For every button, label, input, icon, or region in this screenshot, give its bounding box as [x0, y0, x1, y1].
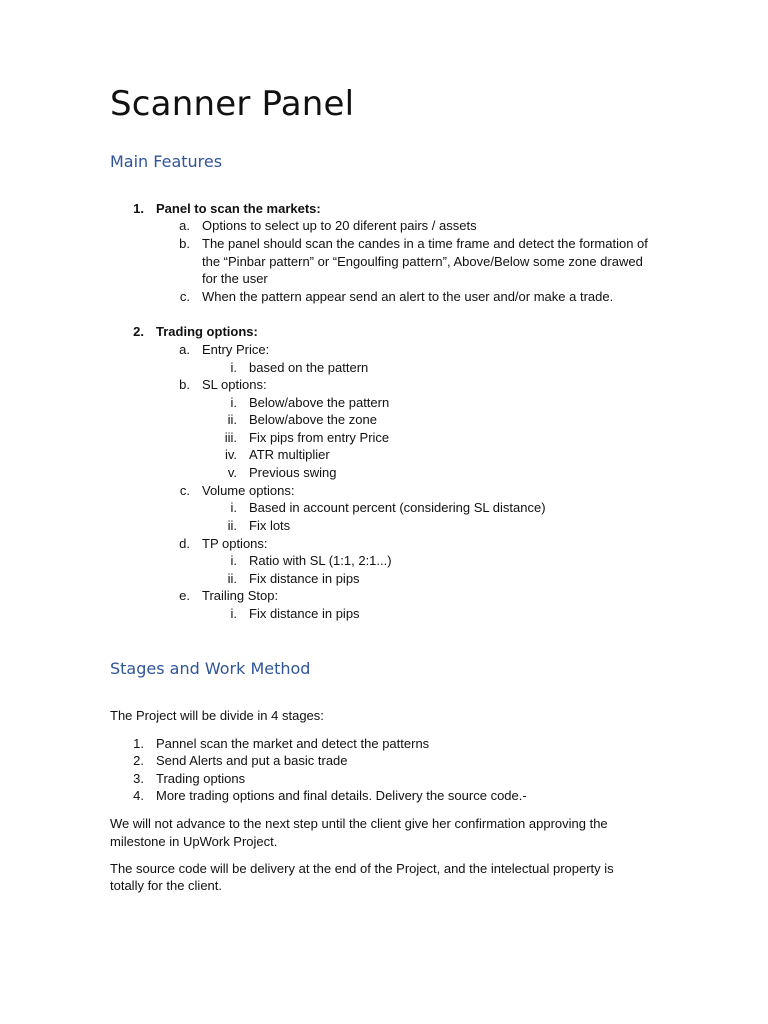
option-item: Previous swing [249, 465, 337, 480]
paragraph-line: totally for the client. [110, 878, 222, 893]
option-item: Fix distance in pips [249, 571, 360, 586]
sub-marker: a. [179, 342, 190, 357]
paragraph-line: We will not advance to the next step until the client give her confirmation approving the [110, 816, 608, 831]
sub-item-line: The panel should scan the candes in a time frame and detect the formation of [202, 236, 648, 251]
list-item-label: Trading options: [156, 324, 258, 339]
option-item: Based in account percent (considering SL distance) [249, 500, 546, 515]
option-item: based on the pattern [249, 360, 369, 375]
document-title: Scanner Panel [110, 84, 355, 124]
sub-item-line: for the user [202, 271, 268, 286]
list-item-label: Panel to scan the markets: [156, 201, 321, 216]
sub-marker: c. [179, 483, 190, 498]
list-number: 2. [133, 324, 144, 339]
sub-item: Options to select up to 20 diferent pairs / assets [202, 218, 477, 233]
paragraph-line: milestone in UpWork Project. [110, 834, 278, 849]
roman-marker: i. [230, 553, 237, 568]
section-heading-stages: Stages and Work Method [110, 659, 311, 678]
sub-marker: c. [179, 289, 190, 304]
roman-marker: v. [227, 465, 237, 480]
step-item: Trading options [156, 771, 246, 786]
sub-marker: b. [179, 377, 190, 392]
sub-marker: e. [179, 588, 190, 603]
step-number: 1. [133, 736, 144, 751]
roman-marker: iii. [224, 430, 237, 445]
roman-marker: ii. [227, 571, 237, 586]
roman-marker: i. [230, 606, 237, 621]
roman-marker: i. [230, 360, 237, 375]
sub-item-line: the “Pinbar pattern” or “Engoulfing pattern”, Above/Below some zone drawed [202, 254, 643, 269]
sub-item: Entry Price: [202, 342, 270, 357]
sub-item: Trailing Stop: [202, 588, 279, 603]
step-item: Send Alerts and put a basic trade [156, 753, 348, 768]
sub-item: TP options: [202, 536, 268, 551]
roman-marker: ii. [227, 412, 237, 427]
paragraph-line: The source code will be delivery at the end of the Project, and the intelectual property is [110, 861, 614, 876]
sub-marker: b. [179, 236, 190, 251]
step-number: 3. [133, 771, 144, 786]
section-heading-main-features: Main Features [110, 152, 223, 171]
option-item: Below/above the zone [249, 412, 377, 427]
step-item: Pannel scan the market and detect the patterns [156, 736, 430, 751]
stages-intro: The Project will be divide in 4 stages: [110, 708, 324, 723]
sub-item: Volume options: [202, 483, 295, 498]
roman-marker: ii. [227, 518, 237, 533]
option-item: Below/above the pattern [249, 395, 390, 410]
option-item: Fix pips from entry Price [249, 430, 390, 445]
roman-marker: i. [230, 395, 237, 410]
list-number: 1. [133, 201, 144, 216]
step-number: 4. [133, 788, 144, 803]
roman-marker: i. [230, 500, 237, 515]
roman-marker: iv. [224, 447, 237, 462]
step-item: More trading options and final details. Delivery the source code.- [156, 788, 527, 803]
sub-item: When the pattern appear send an alert to the user and/or make a trade. [202, 289, 614, 304]
option-item: Fix lots [249, 518, 291, 533]
sub-marker: a. [179, 218, 190, 233]
step-number: 2. [133, 753, 144, 768]
sub-item: SL options: [202, 377, 267, 392]
sub-marker: d. [179, 536, 190, 551]
option-item: Ratio with SL (1:1, 2:1...) [249, 553, 392, 568]
option-item: ATR multiplier [249, 447, 330, 462]
option-item: Fix distance in pips [249, 606, 360, 621]
